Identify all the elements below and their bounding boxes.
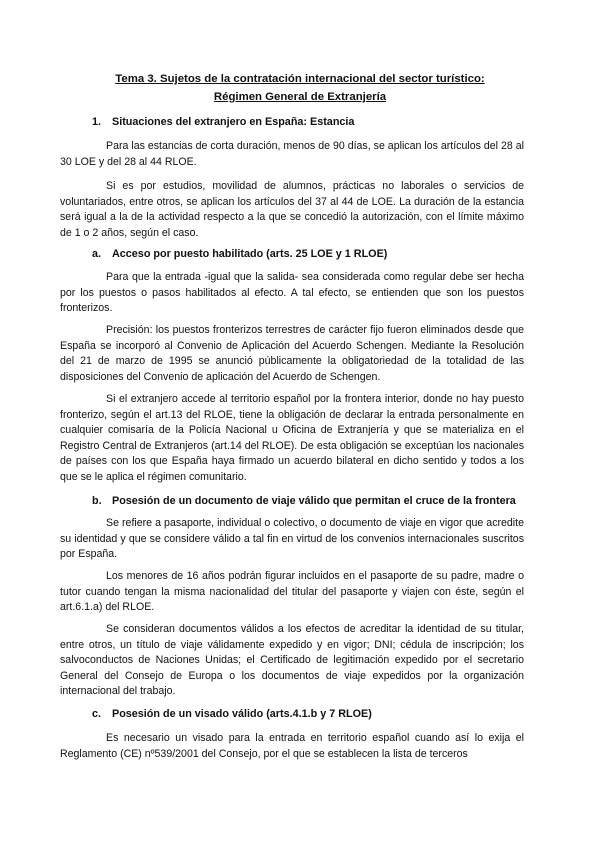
section-1-title: Situaciones del extranjero en España: Estancia — [112, 116, 355, 128]
section-1-paragraph-1: Para las estancias de corta duración, menos de 90 días, se aplican los artículos del 28 al 30 LOE y del 28 al 44 RLOE. — [60, 140, 524, 168]
section-a-title: Acceso por puesto habilitado (arts. 25 LOE y 1 RLOE) — [112, 248, 388, 260]
page-title — [60, 70, 540, 106]
title-line-2: Régimen General de Extranjería — [213, 91, 387, 103]
title-line-1: Tema 3. Sujetos de la contratación internacional del sector turístico: — [115, 73, 485, 85]
section-a-paragraph-2: Precisión: los puestos fronterizos terrestres de carácter fijo fueron eliminados desde que España se incorporó al Convenio de Aplicación del Acuerdo Schengen. Mediante la Resolución del 21 de marzo de 1995 se anunció públicamente la obligatoriedad de la totalidad de las disposiciones del Convenio de aplicación del Acuerdo de Schengen. — [60, 324, 524, 383]
section-1-heading — [92, 115, 552, 131]
section-b-paragraph-2: Los menores de 16 años podrán figurar incluidos en el pasaporte de su padre, madre o tutor cuando tengan la misma nacionalidad del titular del pasaporte y viajen con éste, según el art.6.1.a) del RLOE. — [60, 570, 524, 614]
section-1-paragraph-2: Si es por estudios, movilidad de alumnos, prácticas no laborales o servicios de voluntariados, entre otros, se aplican los artículos del 37 al 44 de LOE. La duración de la estancia será igual a la de la actividad respecto a la que se concedió la autorización, con el límite máximo de 1 o 2 años, según el caso. — [60, 180, 524, 239]
section-b-heading — [92, 494, 552, 510]
section-c-title: Posesión de un visado válido (arts.4.1.b y 7 RLOE) — [112, 708, 372, 720]
section-a-paragraph-3: Si el extranjero accede al territorio español por la frontera interior, donde no hay puesto fronterizo, según el art.13 del RLOE, tiene la obligación de declarar la entrada personalmente en cualquier comisaría de la Policía Nacional u Oficina de Extranjería y que se materializa en el Registro Central de Extranjeros (art.14 del RLOE). De esta obligación se exceptúan los nacionales de países con los que España haya firmado un acuerdo bilateral en dicho sentido y todos a los que se le aplica el régimen comunitario. — [60, 393, 524, 483]
section-b-title: Posesión de un documento de viaje válido que permitan el cruce de la frontera — [112, 495, 516, 507]
section-c-number: c. — [92, 708, 102, 720]
section-b-paragraph-3: Se consideran documentos válidos a los efectos de acreditar la identidad de su titular, entre otros, un título de viaje válidamente expedido y en vigor; DNI; cédula de inscripción; los salvoconductos de Naciones Unidas; el Certificado de legitimación expedido por el secretario General del Consejo de Europa o los documentos de viaje expedidos por la organización internacional del trabajo. — [60, 623, 524, 698]
section-1-number: 1. — [92, 116, 102, 128]
section-a-number: a. — [92, 248, 102, 260]
section-b-number: b. — [92, 495, 102, 507]
section-a-paragraph-1: Para que la entrada -igual que la salida- sea considerada como regular debe ser hecha por los puestos o pasos habilitados al efecto. A tal efecto, se entienden que son los puestos fronterizos. — [60, 271, 524, 315]
section-c-paragraph-1: Es necesario un visado para la entrada en territorio español cuando así lo exija el Reglamento (CE) nº539/2001 del Consejo, por el que se establecen la lista de terceros — [60, 732, 524, 760]
section-a-heading — [92, 247, 552, 263]
section-c-heading — [92, 707, 552, 723]
section-b-paragraph-1: Se refiere a pasaporte, individual o colectivo, o documento de viaje en vigor que acredite su identidad y que se considere válido a tal fin en virtud de los convenios internacionales suscritos por España. — [60, 517, 524, 561]
